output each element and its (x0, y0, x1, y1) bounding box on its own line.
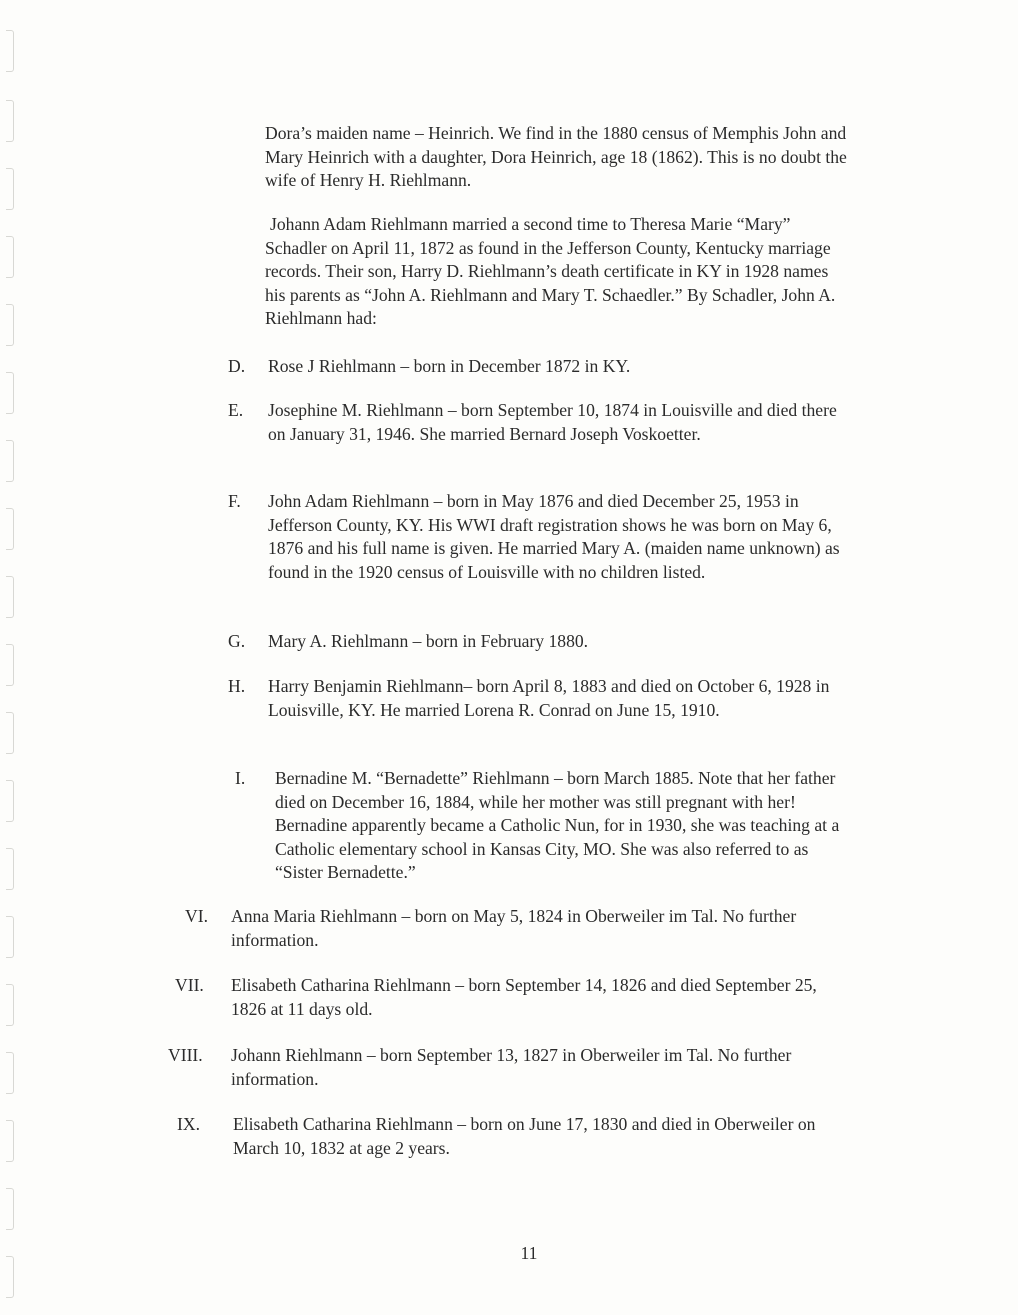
item-text: Elisabeth Catharina Riehlmann – born on June 17, 1830 and died in Oberweiler on March 10, 1832 at age 2 years. (233, 1114, 816, 1158)
item-label: G. (228, 631, 246, 651)
paragraph-second-marriage: Johann Adam Riehlmann married a second time to Theresa Marie “Mary” Schadler on April 11, 1872 as found in the Jefferson County, Kentucky marriage records. Their son, Harry D. Riehlmann’s death certificate in KY in 1928 names his parents as “John A. Riehlmann and Mary T. Schaedler.” By Schadler, John A. Riehlmann had: (265, 214, 836, 328)
item-text: Anna Maria Riehlmann – born on May 5, 1824 in Oberweiler im Tal. No further information. (231, 906, 797, 950)
item-text: Bernadine M. “Bernadette” Riehlmann – born March 1885. Note that her father died on December 16, 1884, while her mother was still pregnant with her! Bernadine apparently became a Catholic Nun, for in 1930, she was teaching at a Catholic elementary school in Kansas City, MO. She was also referred to as “Sister Bernadette.” (275, 768, 840, 882)
item-label: VI. (185, 906, 208, 926)
item-text: Rose J Riehlmann – born in December 1872 in KY. (268, 356, 631, 376)
item-label: F. (228, 491, 241, 511)
item-label: VIII. (168, 1045, 203, 1065)
paragraph-dora: Dora’s maiden name – Heinrich. We find in the 1880 census of Memphis John and Mary Heinrich with a daughter, Dora Heinrich, age 18 (1862). This is no doubt the wife of Henry H. Riehlmann. (265, 123, 847, 190)
item-label: D. (228, 356, 246, 376)
item-text: Josephine M. Riehlmann – born September 10, 1874 in Louisville and died there on January 31, 1946. She married Bernard Joseph Voskoetter. (268, 400, 837, 444)
item-text: Mary A. Riehlmann – born in February 1880. (268, 631, 589, 651)
item-label: E. (228, 400, 244, 420)
binder-holes (0, 0, 22, 1315)
page-number: 11 (520, 1243, 538, 1263)
item-label: H. (228, 676, 246, 696)
item-label: IX. (177, 1114, 200, 1134)
item-label: I. (235, 768, 246, 788)
item-text: Harry Benjamin Riehlmann– born April 8, 1883 and died on October 6, 1928 in Louisville, KY. He married Lorena R. Conrad on June 15, 1910. (268, 676, 830, 720)
item-text: John Adam Riehlmann – born in May 1876 and died December 25, 1953 in Jefferson County, KY. His WWI draft registration shows he was born on May 6, 1876 and his full name is given. He married Mary A. (maiden name unknown) as found in the 1920 census of Louisville with no children listed. (268, 491, 840, 582)
item-label: VII. (175, 975, 204, 995)
item-text: Johann Riehlmann – born September 13, 1827 in Oberweiler im Tal. No further information. (231, 1045, 792, 1089)
item-text: Elisabeth Catharina Riehlmann – born September 14, 1826 and died September 25, 1826 at 11 days old. (231, 975, 817, 1019)
